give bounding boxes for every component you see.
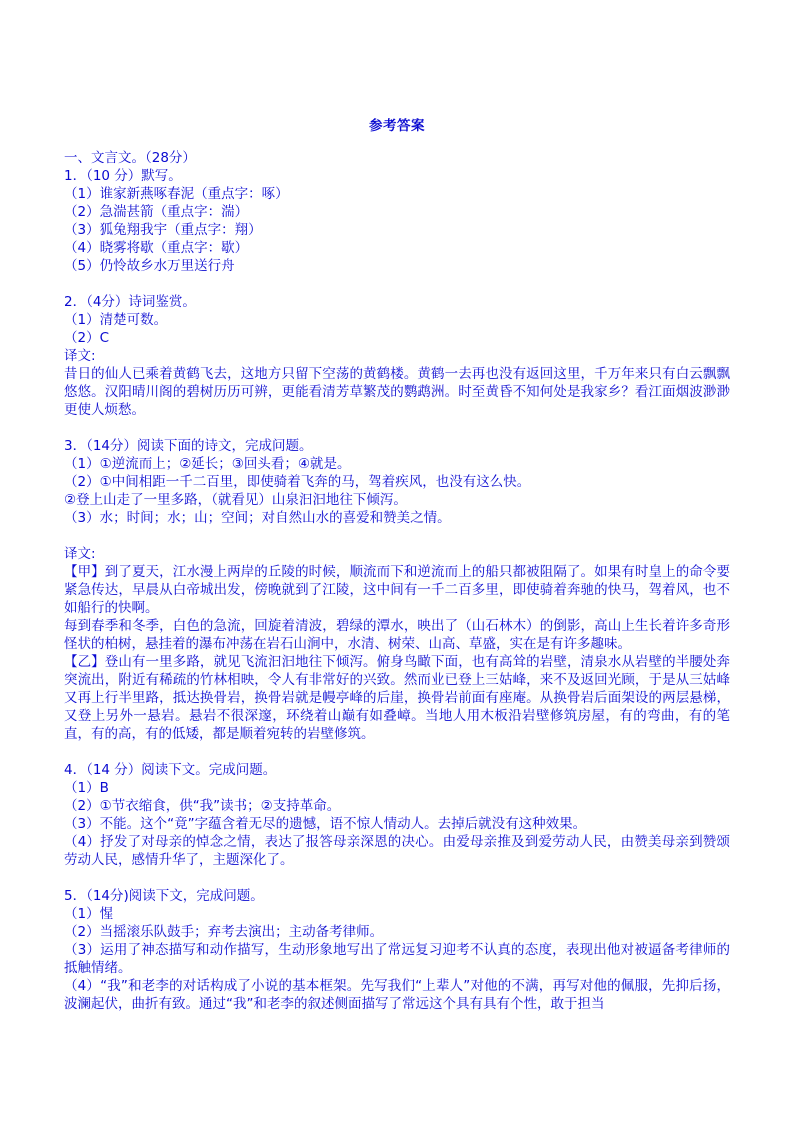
q5-answer-3: （3）运用了神态描写和动作描写，生动形象地写出了常远复习迎考不认真的态度，表现出他对被逼备考律师的抵触情绪。 xyxy=(64,942,730,976)
answer-content xyxy=(64,149,730,1013)
q4-answer-4: （4）抒发了对母亲的悼念之情，表达了报答母亲深恩的决心。由爱母亲推及到爱劳动人民，由赞美母亲到赞颂劳动人民，感情升华了，主题深化了。 xyxy=(64,834,730,868)
section-header: 一、文言文。（28分） xyxy=(64,150,196,166)
q4-answer-1: （1）B xyxy=(64,780,109,796)
q5-heading: 5．（14分)阅读下文，完成问题。 xyxy=(64,888,264,904)
q1-answer-2: （2）急湍甚箭（重点字：湍） xyxy=(64,204,249,220)
q3-translation-jia: 【甲】到了夏天，江水漫上两岸的丘陵的时候，顺流而下和逆流而上的船只都被阻隔了。如果有时皇上的命令要紧急传达，早晨从白帝城出发，傍晚就到了江陵，这中间有一千二百多里，即使骑着奔驰的快马，驾着风，也不如船行的快啊。 xyxy=(64,564,730,616)
q5-answer-4: （4）“我”和老李的对话构成了小说的基本框架。先写我们“上辈人”对他的不满，再写对他的佩服，先抑后扬，波澜起伏，曲折有致。通过“我”和老李的叙述侧面描写了常远这个具有具有个性，敢于担当 xyxy=(64,978,730,1012)
q2-translation: 昔日的仙人已乘着黄鹤飞去，这地方只留下空荡的黄鹤楼。黄鹤一去再也没有返回这里，千万年来只有白云飘飘悠悠。汉阳晴川阁的碧树历历可辨，更能看清芳草繁茂的鹦鹉洲。时至黄昏不知何处是我家乡？看江面烟波渺渺更使人烦愁。 xyxy=(64,366,730,418)
q3-answer-2b: ②登上山走了一里多路，（就看见）山泉汩汩地往下倾泻。 xyxy=(64,492,407,508)
q3-answer-1: （1）①逆流而上；②延长；③回头看；④就是。 xyxy=(64,456,351,472)
q2-answer-1: （1）清楚可数。 xyxy=(64,312,168,328)
q5-answer-2: （2）当摇滚乐队鼓手；弃考去演出；主动备考律师。 xyxy=(64,924,384,940)
q3-answer-2: （2）①中间相距一千二百里，即使骑着飞奔的马，驾着疾风，也没有这么快。 xyxy=(64,474,531,490)
q4-answer-3: （3）不能。这个“竟”字蕴含着无尽的遗憾，语不惊人情动人。去掉后就没有这种效果。 xyxy=(64,816,587,832)
q3-answer-3: （3）水；时间；水；山；空间；对自然山水的喜爱和赞美之情。 xyxy=(64,510,451,526)
q1-answer-3: （3）狐兔翔我宇（重点字：翔） xyxy=(64,222,262,238)
q2-answer-2: （2）C xyxy=(64,330,110,346)
q3-translation-label: 译文: xyxy=(64,546,96,562)
q2-translation-label: 译文: xyxy=(64,348,96,364)
q5-answer-1: （1）惺 xyxy=(64,906,114,922)
page-title: 参考答案 xyxy=(369,118,425,134)
q1-answer-1: （1）谁家新燕啄春泥（重点字：啄） xyxy=(64,186,289,202)
q1-heading: 1．（10 分）默写。 xyxy=(64,168,182,184)
q3-heading: 3．（14分）阅读下面的诗文，完成问题。 xyxy=(64,438,313,454)
q2-heading: 2．（4分）诗词鉴赏。 xyxy=(64,294,196,310)
q1-answer-4: （4）晓雾将歇（重点字：歇） xyxy=(64,240,249,256)
q3-translation-jia-2: 每到春季和冬季，白色的急流，回旋着清波，碧绿的潭水，映出了（山石林木）的倒影，高山上生长着许多奇形怪状的柏树，悬挂着的瀑布冲荡在岩石山涧中，水清、树荣、山高、草盛，实在是有许多趣味。 xyxy=(64,618,730,652)
q3-translation-yi: 【乙】登山有一里多路，就见飞流汩汩地往下倾泻。俯身鸟瞰下面，也有高耸的岩壁，清泉水从岩壁的半腰处奔突流出，附近有稀疏的竹林相映，令人有非常好的兴致。然而业已登上三姑峰，来不及返回光顾，于是从三姑峰又再上行半里路，抵达换骨岩，换骨岩就是幔亭峰的后崖，换骨岩前面有座庵。从换骨岩后面架设的两层悬梯，又登上另外一悬岩。悬岩不很深邃，环绕着山巅有如叠嶂。当地人用木板沿岩壁修筑房屋，有的弯曲，有的笔直，有的高，有的低矮，都是顺着宛转的岩壁修筑。 xyxy=(64,654,730,742)
q1-answer-5: （5）仍怜故乡水万里送行舟 xyxy=(64,258,235,274)
q4-heading: 4．（14 分）阅读下文。完成问题。 xyxy=(64,762,277,778)
q4-answer-2: （2）①节衣缩食，供“我”读书；②支持革命。 xyxy=(64,798,341,814)
